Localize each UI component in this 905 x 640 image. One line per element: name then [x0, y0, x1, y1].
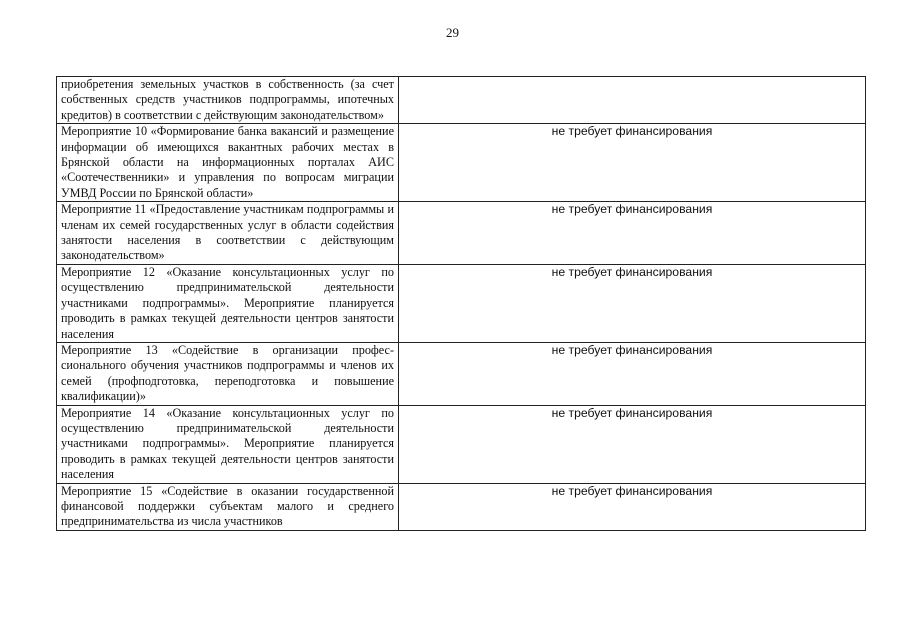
measure-description: Мероприятие 11 «Предоставление участникам подпрограммы и членам их семей государственных услуг в области содействия занятости населения в соответствии с действующим законодательством»	[57, 202, 399, 265]
measure-description: Мероприятие 14 «Оказание консультационных услуг по осуществлению предпринимательской деятельности участниками подпрограммы». Мероприятие планируется проводить в рамках текущей деятельности центров занятости населения	[57, 405, 399, 483]
table-row	[57, 202, 866, 265]
funding-status: не требует финансирования	[399, 202, 866, 265]
measure-description: Мероприятие 12 «Оказание консультационных услуг по осуществлению предпринимательской деятельности участниками подпрограммы». Мероприятие планируется проводить в рамках текущей деятельности центров занятости населения	[57, 264, 399, 342]
measure-description: Мероприятие 13 «Содействие в организации профессионального обучения участников подпрограммы и членов их семей (профподготовка, переподготовка и повышение квалификации)»	[57, 342, 399, 405]
table-row	[57, 483, 866, 530]
page-number: 29	[446, 25, 459, 40]
measure-description: Мероприятие 15 «Содействие в оказании государственной финансовой поддержки субъектам малого и среднего предпринимательства из числа участников	[57, 483, 399, 530]
table-row	[57, 77, 866, 124]
funding-status: не требует финансирования	[399, 405, 866, 483]
funding-status: не требует финансирования	[399, 483, 866, 530]
table-row	[57, 124, 866, 202]
funding-status	[399, 77, 866, 124]
table-row	[57, 342, 866, 405]
funding-status: не требует финансирования	[399, 342, 866, 405]
table-row	[57, 264, 866, 342]
table-row	[57, 405, 866, 483]
funding-status: не требует финансирования	[399, 124, 866, 202]
funding-status: не требует финансирования	[399, 264, 866, 342]
measure-description: Мероприятие 10 «Формирование банка вакансий и размещение информации об имеющихся вакантных рабочих местах в Брянской области на информационных порталах АИС «Соотечественники» и управления по вопросам миграции УМВД России по Брянской области»	[57, 124, 399, 202]
measures-table	[56, 76, 866, 531]
measure-description: приобретения земельных участков в собственность (за счет собственных средств участников подпрограммы, ипотечных кредитов) в соответствии с действующим законодательством»	[57, 77, 399, 124]
